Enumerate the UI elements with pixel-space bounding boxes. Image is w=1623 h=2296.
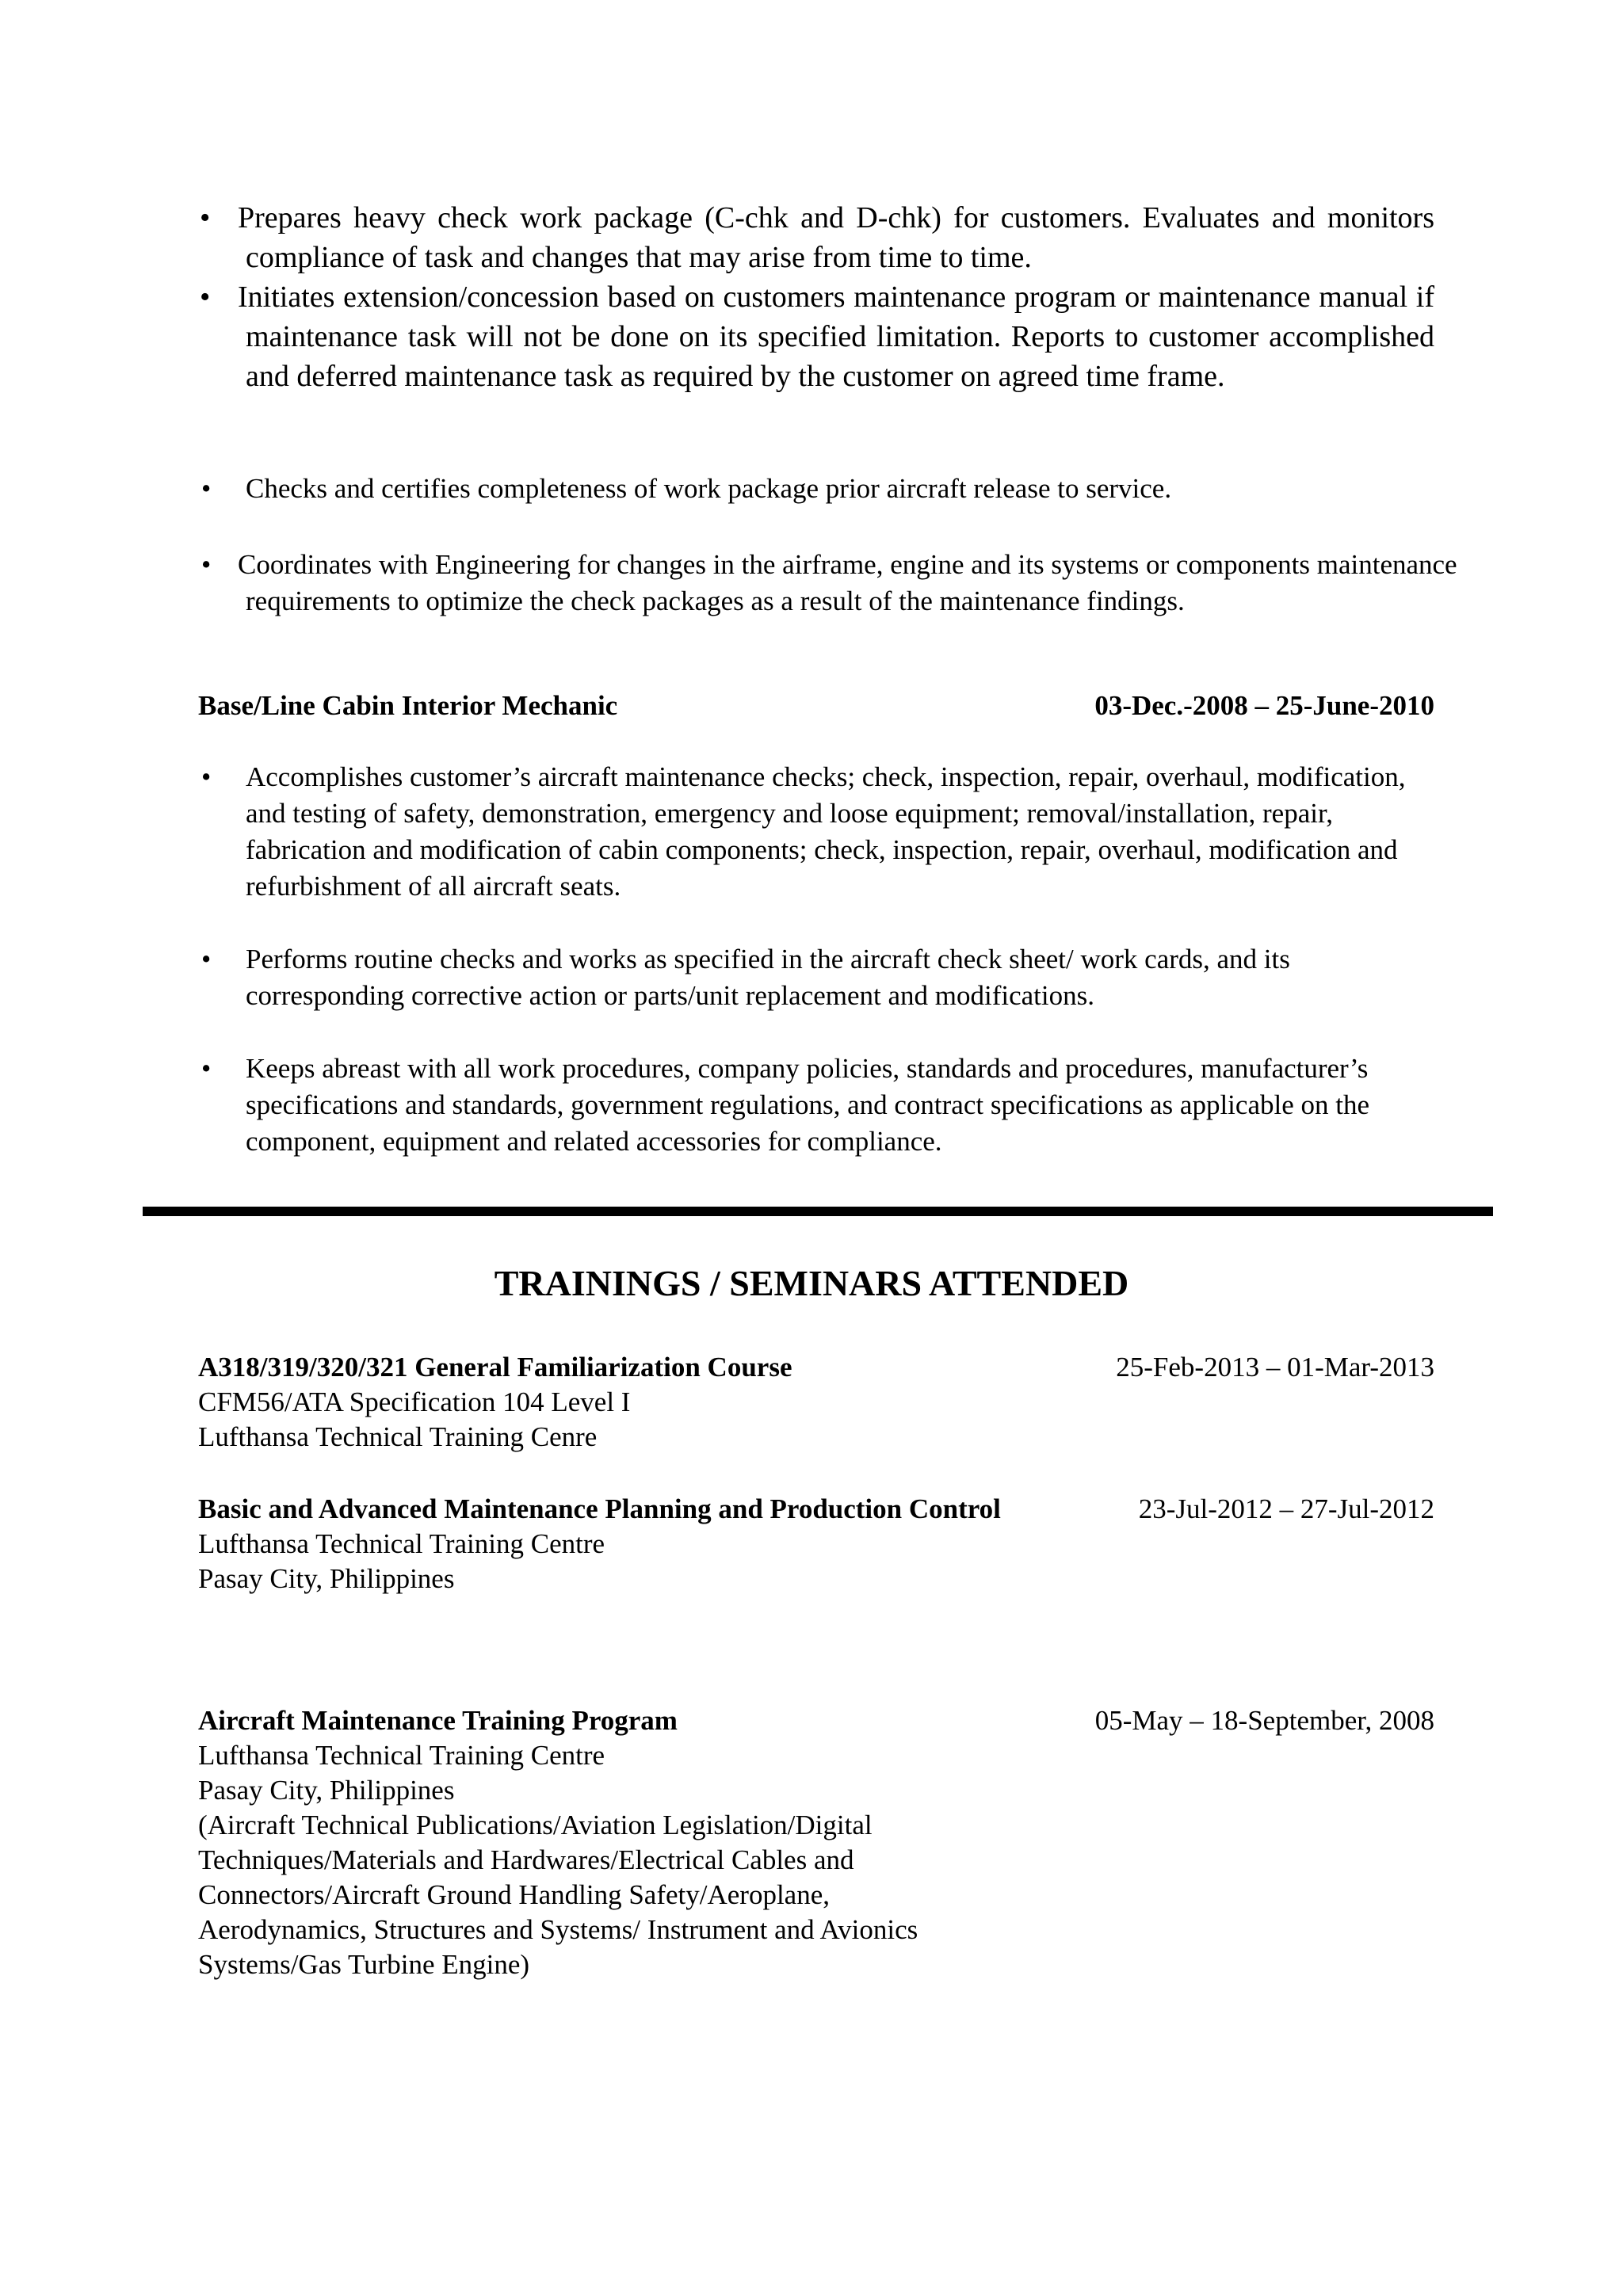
job-heading xyxy=(198,688,1434,724)
bullet-icon: • xyxy=(201,1053,212,1084)
list-item xyxy=(198,759,1450,905)
bullet-icon: • xyxy=(201,549,212,580)
bullet-icon: • xyxy=(201,473,212,504)
training-description: (Aircraft Technical Publications/Aviation Legislation/Digital Techniques/Materials and Hardwares/Electrical Cables and Connectors/Aircraft Ground Handling Safety/Aeroplane, Aerodynamics, Structures and Systems/ Instrument and Avionics Systems/Gas Turbine Engine) xyxy=(198,1810,918,1980)
training-entry xyxy=(198,1350,1434,1455)
bullet-text: Prepares heavy check work package (C-chk and D-chk) for customers. Evaluates and monitors compliance of task and changes that may arise from time to time. xyxy=(238,201,1434,274)
bullet-icon: • xyxy=(200,280,211,314)
bullet-text: Performs routine checks and works as specified in the aircraft check sheet/ work cards, and its corresponding corrective action or parts/unit replacement and modifications. xyxy=(246,944,1290,1011)
duties-list-check xyxy=(198,471,1466,507)
training-dates: 23-Jul-2012 – 27-Jul-2012 xyxy=(1138,1493,1434,1524)
job-title: Base/Line Cabin Interior Mechanic xyxy=(198,690,618,721)
bullet-icon: • xyxy=(200,201,211,235)
training-provider: Lufthansa Technical Training Centre xyxy=(198,1740,605,1771)
bullet-icon: • xyxy=(201,944,212,974)
job-dates: 03-Dec.-2008 – 25-June-2010 xyxy=(1094,690,1434,721)
training-title: Basic and Advanced Maintenance Planning and Production Control xyxy=(198,1493,1001,1524)
training-detail: CFM56/ATA Specification 104 Level I xyxy=(198,1386,631,1417)
list-item xyxy=(198,547,1466,620)
list-item xyxy=(198,277,1434,396)
training-entry xyxy=(198,1492,1434,1596)
bullet-text: Coordinates with Engineering for changes in the airframe, engine and its systems or components maintenance requirements to optimize the check packages as a result of the maintenance findings. xyxy=(238,549,1457,616)
section-divider xyxy=(143,1207,1493,1216)
training-dates: 25-Feb-2013 – 01-Mar-2013 xyxy=(1116,1352,1434,1383)
list-item xyxy=(198,471,1466,507)
training-dates: 05-May – 18-September, 2008 xyxy=(1094,1705,1434,1736)
list-item xyxy=(198,941,1450,1014)
bullet-text: Accomplishes customer’s aircraft maintenance checks; check, inspection, repair, overhaul, modification, and testing of safety, demonstration, emergency and loose equipment; removal/installation, repair, fabrication and modification of cabin components; check, inspection, repair, overhaul, modification and refurbishment of all aircraft seats. xyxy=(246,761,1406,902)
list-item xyxy=(198,198,1434,277)
section-title: TRAININGS / SEMINARS ATTENDED xyxy=(494,1263,1129,1303)
training-title: A318/319/320/321 General Familiarization Course xyxy=(198,1352,792,1383)
list-item xyxy=(198,1051,1450,1160)
bullet-icon: • xyxy=(201,761,212,792)
bullet-text: Checks and certifies completeness of work package prior aircraft release to service. xyxy=(246,473,1172,504)
job-duties-list xyxy=(198,759,1450,1196)
training-location: Pasay City, Philippines xyxy=(198,1563,455,1594)
bullet-text: Initiates extension/concession based on customers maintenance program or maintenance manual if maintenance task will not be done on its specified limitation. Reports to customer accomplished and deferred maintenance task as required by the customer on agreed time frame. xyxy=(238,280,1434,393)
training-entry xyxy=(198,1703,1434,1982)
training-provider: Lufthansa Technical Training Cenre xyxy=(198,1421,598,1452)
duties-list-coordinate xyxy=(198,547,1466,620)
duties-list-top xyxy=(198,198,1434,396)
training-provider: Lufthansa Technical Training Centre xyxy=(198,1528,605,1559)
training-location: Pasay City, Philippines xyxy=(198,1775,455,1806)
bullet-text: Keeps abreast with all work procedures, company policies, standards and procedures, manufacturer’s specifications and standards, government regulations, and contract specifications as applicable on the component, equipment and related accessories for compliance. xyxy=(246,1053,1369,1157)
training-title: Aircraft Maintenance Training Program xyxy=(198,1705,678,1736)
